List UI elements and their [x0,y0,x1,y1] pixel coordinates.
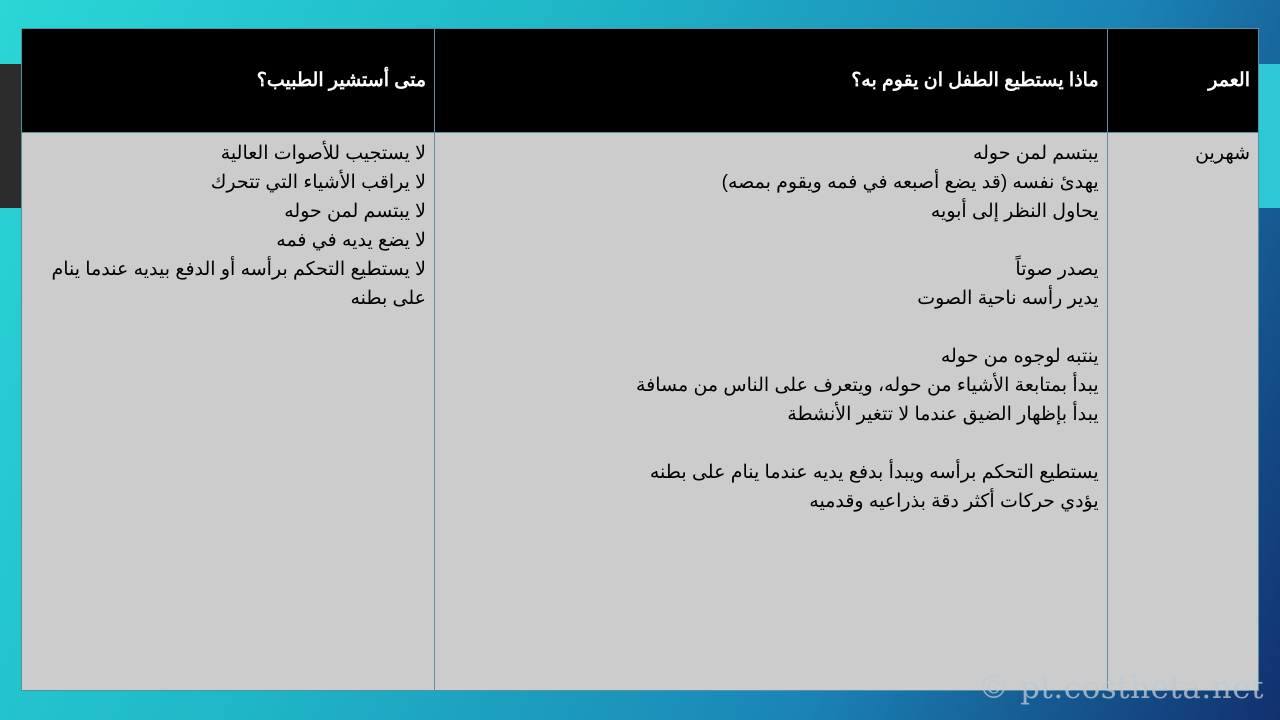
see-doctor-line: لا يضع يديه في فمه [276,230,427,251]
can-do-line: يهدئ نفسه (قد يضع أصبعه في فمه ويقوم بمصه) [721,172,1099,193]
table-row [22,133,1259,691]
cell-see-doctor [22,133,435,691]
see-doctor-line: لا يراقب الأشياء التي تتحرك [210,172,427,193]
can-do-line: يصدر صوتاً [1015,259,1099,280]
see-doctor-line: لا يستجيب للأصوات العالية [220,143,427,164]
table-header-row [22,29,1259,133]
can-do-line: يبدأ بإظهار الضيق عندما لا تتغير الأنشطة [787,404,1099,425]
can-do-line: يستطيع التحكم برأسه ويبدأ بدفع يديه عندما ينام على بطنه [649,462,1099,483]
can-do-spacer [443,313,1099,342]
cell-age: شهرين [1107,133,1258,691]
can-do-line: يبدأ بمتابعة الأشياء من حوله، ويتعرف على الناس من مسافة [636,375,1099,396]
header-age: العمر [1107,29,1258,133]
header-see-doctor: متى أستشير الطبيب؟ [22,29,435,133]
can-do-line: يدير رأسه ناحية الصوت [917,288,1099,309]
can-do-line: يؤدي حركات أكثر دقة بذراعيه وقدميه [809,491,1099,512]
cell-can-do [435,133,1108,691]
watermark: © pt.costheta.net [978,670,1264,706]
header-can-do: ماذا يستطيع الطفل ان يقوم به؟ [435,29,1108,133]
milestones-table [21,28,1259,691]
background-accent-left [0,64,22,208]
can-do-spacer [443,429,1099,458]
background-accent-right [1258,64,1280,208]
see-doctor-line: لا يبتسم لمن حوله [284,201,427,222]
can-do-line: يحاول النظر إلى أبويه [930,201,1099,222]
see-doctor-line: لا يستطيع التحكم برأسه أو الدفع بيديه عندما ينام على بطنه [51,259,427,309]
can-do-spacer [443,226,1099,255]
can-do-line: ينتبه لوجوه من حوله [940,346,1099,367]
can-do-line: يبتسم لمن حوله [972,143,1099,164]
